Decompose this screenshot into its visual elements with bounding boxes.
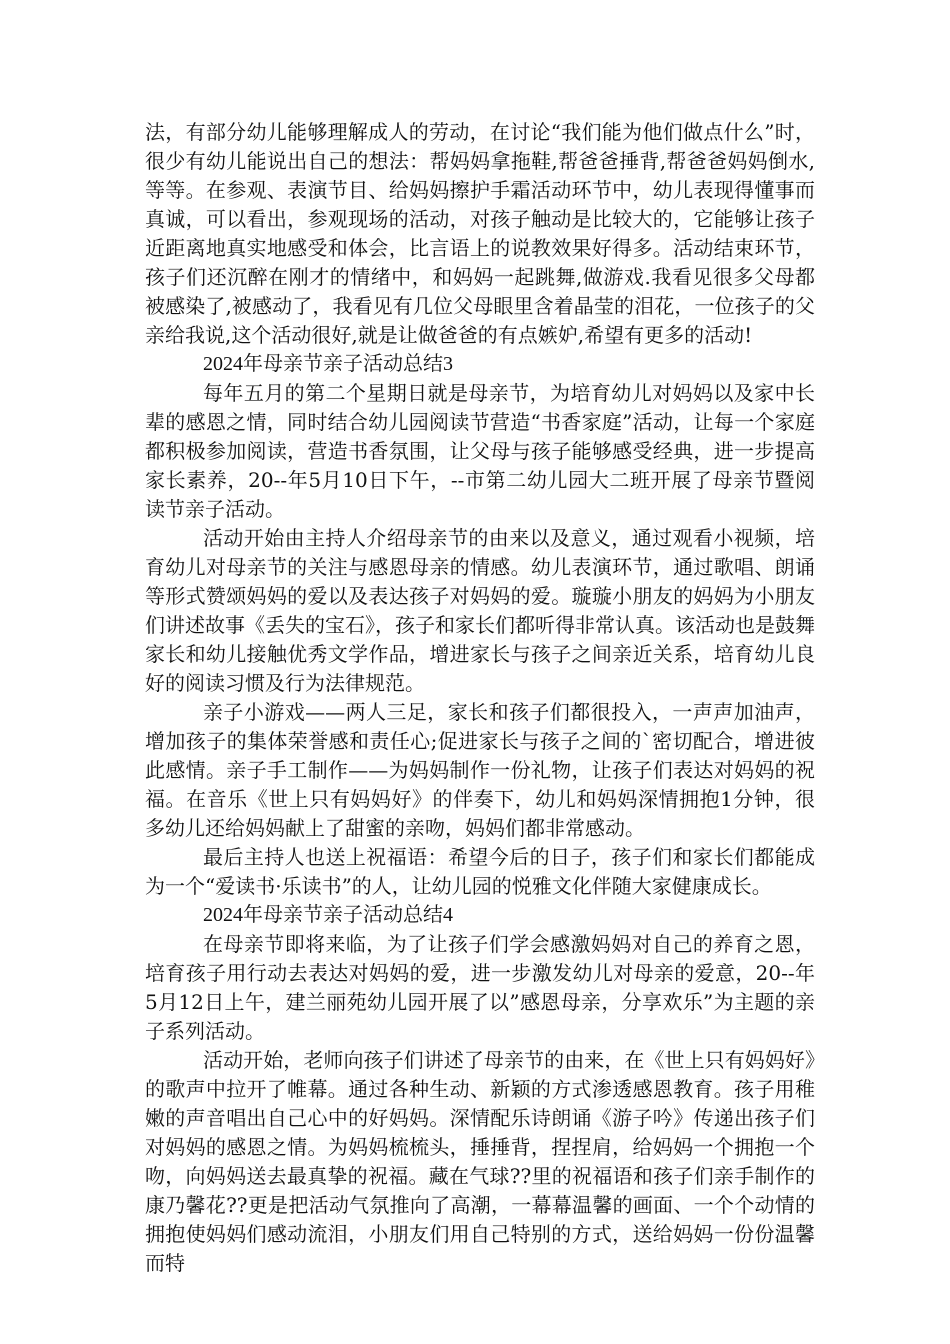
paragraph: 亲子小游戏——两人三足，家长和孩子们都很投入，一声声加油声，增加孩子的集体荣誉感和责任心;促进家长与孩子之间的`密切配合，增进彼此感情。亲子手工制作——为妈妈制作一份礼物，让孩子们表达对妈妈的祝福。在音乐《世上只有妈妈好》的伴奏下，幼儿和妈妈深情拥抱1分钟，很多幼儿还给妈妈献上了甜蜜的亲吻，妈妈们都非常感动。 (145, 700, 815, 840)
paragraph: 活动开始由主持人介绍母亲节的由来以及意义，通过观看小视频，培育幼儿对母亲节的关注与感恩母亲的情感。幼儿表演环节，通过歌唱、朗诵等形式赞颂妈妈的爱以及表达孩子对妈妈的爱。璇璇小朋友的妈妈为小朋友们讲述故事《丢失的宝石》，孩子和家长们都听得非常认真。该活动也是鼓舞家长和幼儿接触优秀文学作品，增进家长与孩子之间亲近关系，培育幼儿良好的阅读习惯及行为法律规范。 (145, 526, 815, 695)
paragraph: 法，有部分幼儿能够理解成人的劳动，在讨论“我们能为他们做点什么”时，很少有幼儿能说出自己的想法：帮妈妈拿拖鞋,帮爸爸捶背,帮爸爸妈妈倒水,等等。在参观、表演节目、给妈妈擦护手霜活动环节中，幼儿表现得懂事而真诚，可以看出，参观现场的活动，对孩子触动是比较大的，它能够让孩子近距离地真实地感受和体会，比言语上的说教效果好得多。活动结束环节，孩子们还沉醉在刚才的情绪中，和妈妈一起跳舞,做游戏.我看见很多父母都被感染了,被感动了，我看见有几位父母眼里含着晶莹的泪花，一位孩子的父亲给我说,这个活动很好,就是让做爸爸的有点嫉妒,希望有更多的活动! (145, 120, 815, 347)
paragraph: 在母亲节即将来临，为了让孩子们学会感激妈妈对自己的养育之恩，培育孩子用行动去表达对妈妈的爱，进一步激发幼儿对母亲的爱意，20--年5月12日上午，建兰丽苑幼儿园开展了以”感恩母亲，分享欢乐”为主题的亲子系列活动。 (145, 932, 815, 1043)
document-body (145, 118, 815, 1278)
paragraph: 活动开始，老师向孩子们讲述了母亲节的由来，在《世上只有妈妈好》的歌声中拉开了帷幕。通过各种生动、新颖的方式渗透感恩教育。孩子用稚嫩的声音唱出自己心中的好妈妈。深情配乐诗朗诵《游子吟》传递出孩子们对妈妈的感恩之情。为妈妈梳梳头，捶捶背，捏捏肩，给妈妈一个拥抱一个吻，向妈妈送去最真挚的祝福。藏在气球??里的祝福语和孩子们亲手制作的康乃馨花??更是把活动气氛推向了高潮，一幕幕温馨的画面、一个个动情的拥抱使妈妈们感动流泪，小朋友们用自己特别的方式，送给妈妈一份份温馨而特 (145, 1048, 815, 1275)
paragraph: 每年五月的第二个星期日就是母亲节，为培育幼儿对妈妈以及家中长辈的感恩之情，同时结合幼儿园阅读节营造“书香家庭”活动，让每一个家庭都积极参加阅读，营造书香氛围，让父母与孩子能够感受经典，进一步提高家长素养，20--年5月10日下午，--市第二幼儿园大二班开展了母亲节暨阅读节亲子活动。 (145, 381, 815, 521)
section-heading: 2024年母亲节亲子活动总结3 (203, 353, 453, 375)
section-heading: 2024年母亲节亲子活动总结4 (203, 904, 453, 926)
paragraph: 最后主持人也送上祝福语：希望今后的日子，孩子们和家长们都能成为一个“爱读书·乐读书”的人，让幼儿园的悦雅文化伴随大家健康成长。 (145, 845, 815, 898)
